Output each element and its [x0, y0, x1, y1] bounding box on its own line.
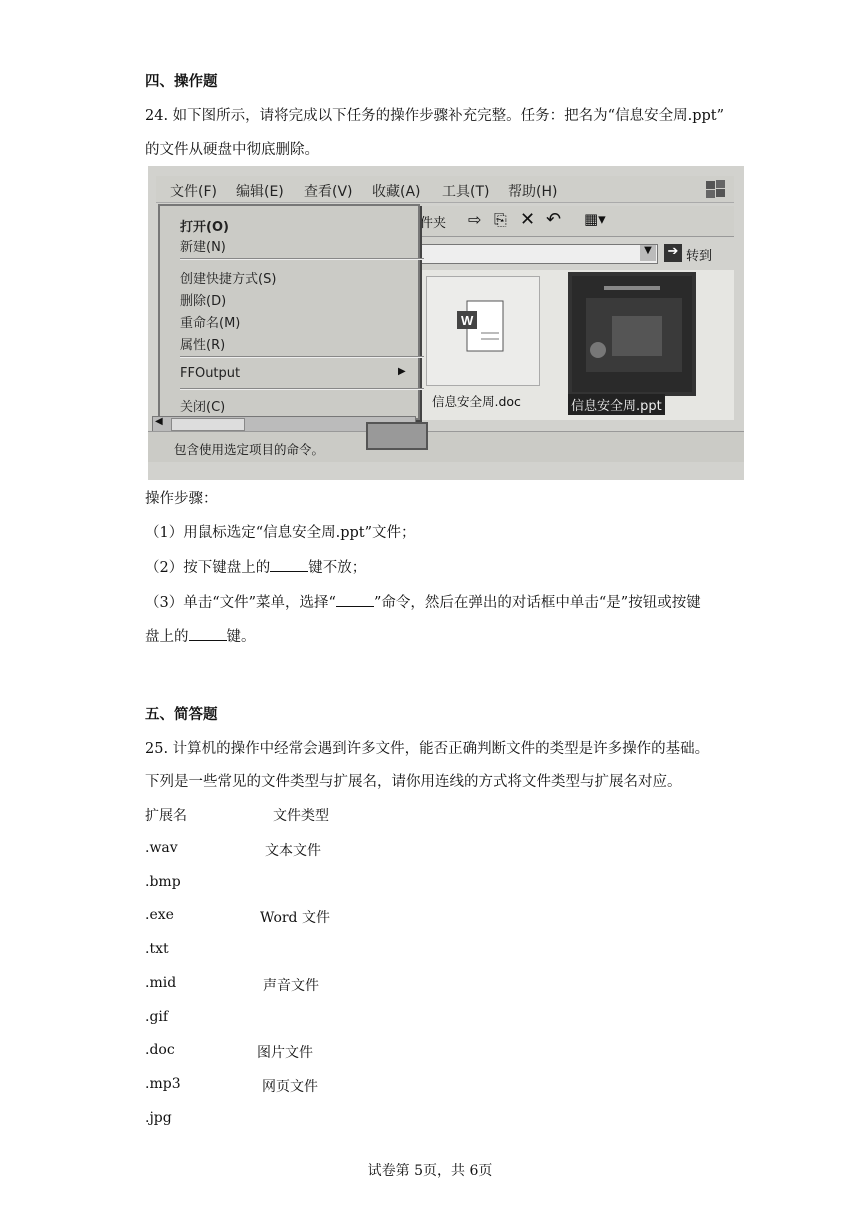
scroll-left-icon: ◀: [155, 416, 163, 427]
page-footer: 试卷第 5页，共 6页: [367, 1163, 493, 1179]
file-list-area: [416, 270, 734, 420]
ppt-file-name-selected: 信息安全周.ppt: [568, 394, 665, 415]
status-bar: [148, 431, 744, 462]
submenu-arrow-icon: ▶: [398, 366, 406, 377]
menu-item-properties: 属性(R): [180, 338, 226, 353]
step-3: [145, 592, 701, 613]
ext-item: .wav: [145, 840, 178, 856]
ppt-file-thumbnail: [568, 272, 696, 396]
answer-blank-key: [270, 557, 308, 572]
go-arrow-icon: ➔: [664, 244, 682, 262]
step-3-text-d: 键。: [226, 629, 256, 645]
doc-file-name: 信息安全周.doc: [432, 394, 521, 409]
col-header-type: 文件类型: [273, 808, 329, 824]
type-item: 网页文件: [262, 1079, 318, 1095]
step-3-text-b: ”命令，然后在弹出的对话框中单击“是”按钮或按键: [373, 595, 701, 611]
menu-favorites: 收藏(A): [372, 184, 421, 200]
delete-icon: ✕: [520, 209, 536, 230]
q24-text-line2: 的文件从硬盘中彻底删除。: [145, 142, 319, 158]
menu-bar: [156, 176, 734, 203]
toolbar-folders-label: 件夹: [420, 216, 447, 231]
menu-file: 文件(F): [170, 184, 217, 200]
views-icon: ▦▾: [584, 210, 606, 228]
answer-blank-confirm-key: [189, 626, 227, 641]
menu-view: 查看(V): [304, 184, 353, 200]
type-item: 图片文件: [257, 1045, 313, 1061]
menu-item-close: 关闭(C): [180, 400, 226, 415]
ext-item: .exe: [145, 907, 174, 923]
address-bar: [416, 242, 734, 266]
menu-item-create-shortcut: 创建快捷方式(S): [180, 272, 277, 287]
ext-item: .txt: [145, 941, 169, 957]
q25-text-line1: 25. 计算机的操作中经常会遇到许多文件，能否正确判断文件的类型是许多操作的基础。: [145, 741, 710, 757]
ext-item: .gif: [145, 1009, 169, 1025]
type-item: Word 文件: [260, 910, 330, 926]
steps-heading: 操作步骤：: [145, 491, 218, 507]
ext-item: .doc: [145, 1042, 175, 1058]
address-dropdown-icon: ▼: [640, 245, 656, 261]
col-header-extension: 扩展名: [145, 808, 187, 824]
ext-item: .mp3: [145, 1076, 181, 1092]
menu-item-delete: 删除(D): [180, 294, 227, 309]
step-2-text-b: 键不放；: [308, 560, 367, 576]
move-icon: ⇨: [468, 210, 482, 229]
svg-text:W: W: [461, 313, 474, 328]
step-3-cont: [145, 626, 256, 647]
answer-blank-command: [336, 592, 374, 607]
menu-help: 帮助(H): [508, 184, 558, 200]
menu-item-rename: 重命名(M): [180, 316, 241, 331]
menu-item-new: 新建(N): [180, 240, 226, 255]
copy-icon: ⎘: [494, 210, 507, 229]
step-1: （1）用鼠标选定“信息安全周.ppt”文件；: [145, 525, 416, 541]
windows-logo-icon: [704, 178, 728, 200]
step-3-text-c: 盘上的: [145, 629, 189, 645]
menu-edit: 编辑(E): [236, 184, 284, 200]
step-2: [145, 557, 366, 578]
step-2-text-a: （2）按下键盘上的: [145, 560, 271, 576]
file-menu-dropdown: [158, 204, 420, 420]
word-document-icon: [427, 277, 539, 385]
menu-tools: 工具(T): [442, 184, 490, 200]
type-item: 文本文件: [265, 843, 321, 859]
ext-item: .jpg: [145, 1110, 172, 1126]
go-label: 转到: [686, 249, 713, 264]
q24-text-line1: 24. 如下图所示，请将完成以下任务的操作步骤补充完整。任务：把名为“信息安全周.ppt”: [145, 108, 724, 124]
ppt-thumbnail-graphic: [572, 276, 692, 392]
menu-item-ffoutput: FFOutput: [180, 366, 241, 381]
step-3-text-a: （3）单击“文件”菜单，选择“: [145, 595, 336, 611]
status-text: 包含使用选定项目的命令。: [174, 442, 325, 457]
section-4-title: 四、操作题: [145, 73, 218, 90]
undo-icon: ↶: [546, 209, 562, 230]
doc-file-icon-frame: [426, 276, 540, 386]
type-item: 声音文件: [263, 978, 319, 994]
ext-item: .bmp: [145, 874, 181, 890]
toolbar: [416, 206, 734, 237]
explorer-screenshot-image: [148, 166, 744, 480]
section-5-title: 五、简答题: [145, 706, 218, 723]
ext-item: .mid: [145, 975, 177, 991]
menu-item-open: 打开(O): [180, 220, 229, 235]
q25-text-line2: 下列是一些常见的文件类型与扩展名，请你用连线的方式将文件类型与扩展名对应。: [145, 774, 682, 790]
